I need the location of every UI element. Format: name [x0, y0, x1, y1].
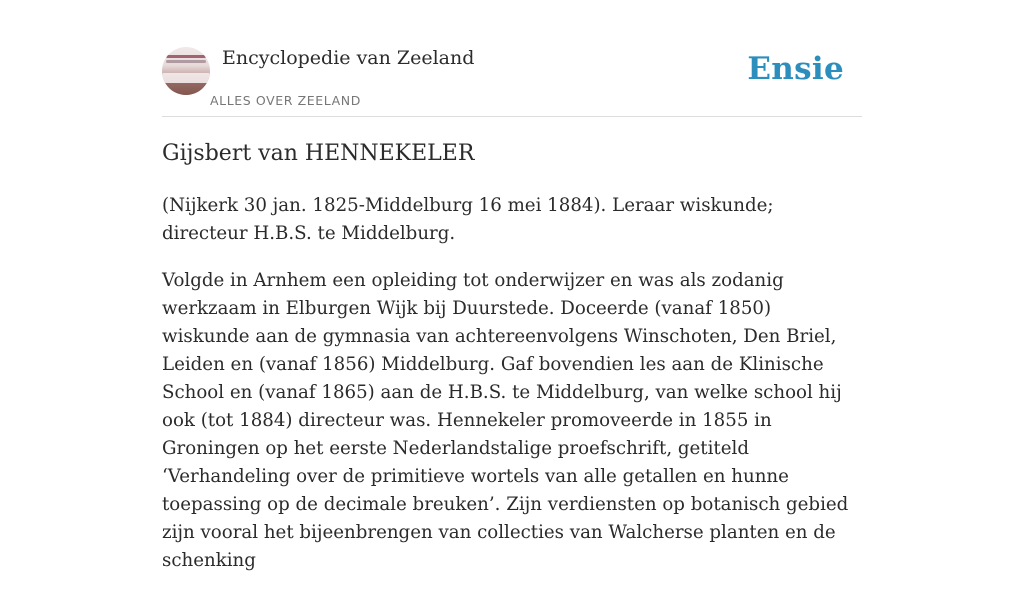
article-title: Gijsbert van HENNEKELER — [162, 141, 475, 166]
page — [162, 0, 862, 571]
article-paragraph: Volgde in Arnhem een opleiding tot onderwijzer en was als zodanig werkzaam in Elburgen Wijk bij Duurstede. Doceerde (vanaf 1850) wiskunde aan de gymnasia van achtereenvolgens Winschoten, Den Briel, Leiden en (vanaf 1856) Middelburg. Gaf bovendien les aan de Klinische School en (vanaf 1865) aan de H.B.S. te Middelburg, van welke school hij ook (tot 1884) directeur was. Hennekeler promoveerde in 1855 in Groningen op het eerste Nederlandstalige proefschrift, getiteld ‘Verhandeling over de primitieve wortels van alle getallen en hunne toepassing op de decimale breuken’. Zijn verdiensten op botanisch gebied zijn vooral het bijeenbrengen van collecties van Walcherse planten en de schenking — [162, 270, 849, 571]
avatar-detail — [162, 73, 210, 83]
avatar-detail — [166, 55, 206, 58]
article-paragraph: (Nijkerk 30 jan. 1825-Middelburg 16 mei 1884). Leraar wiskunde; directeur H.B.S. te Middelburg. — [162, 195, 774, 244]
ensie-logo-link[interactable]: Ensie — [747, 51, 844, 87]
site-header — [162, 0, 862, 117]
site-tagline: ALLES OVER ZEELAND — [210, 93, 361, 108]
site-avatar[interactable] — [162, 47, 210, 95]
avatar-detail — [166, 60, 206, 63]
article-body — [162, 192, 862, 594]
site-title-link[interactable]: Encyclopedie van Zeeland — [222, 47, 475, 69]
avatar-detail — [162, 83, 210, 95]
